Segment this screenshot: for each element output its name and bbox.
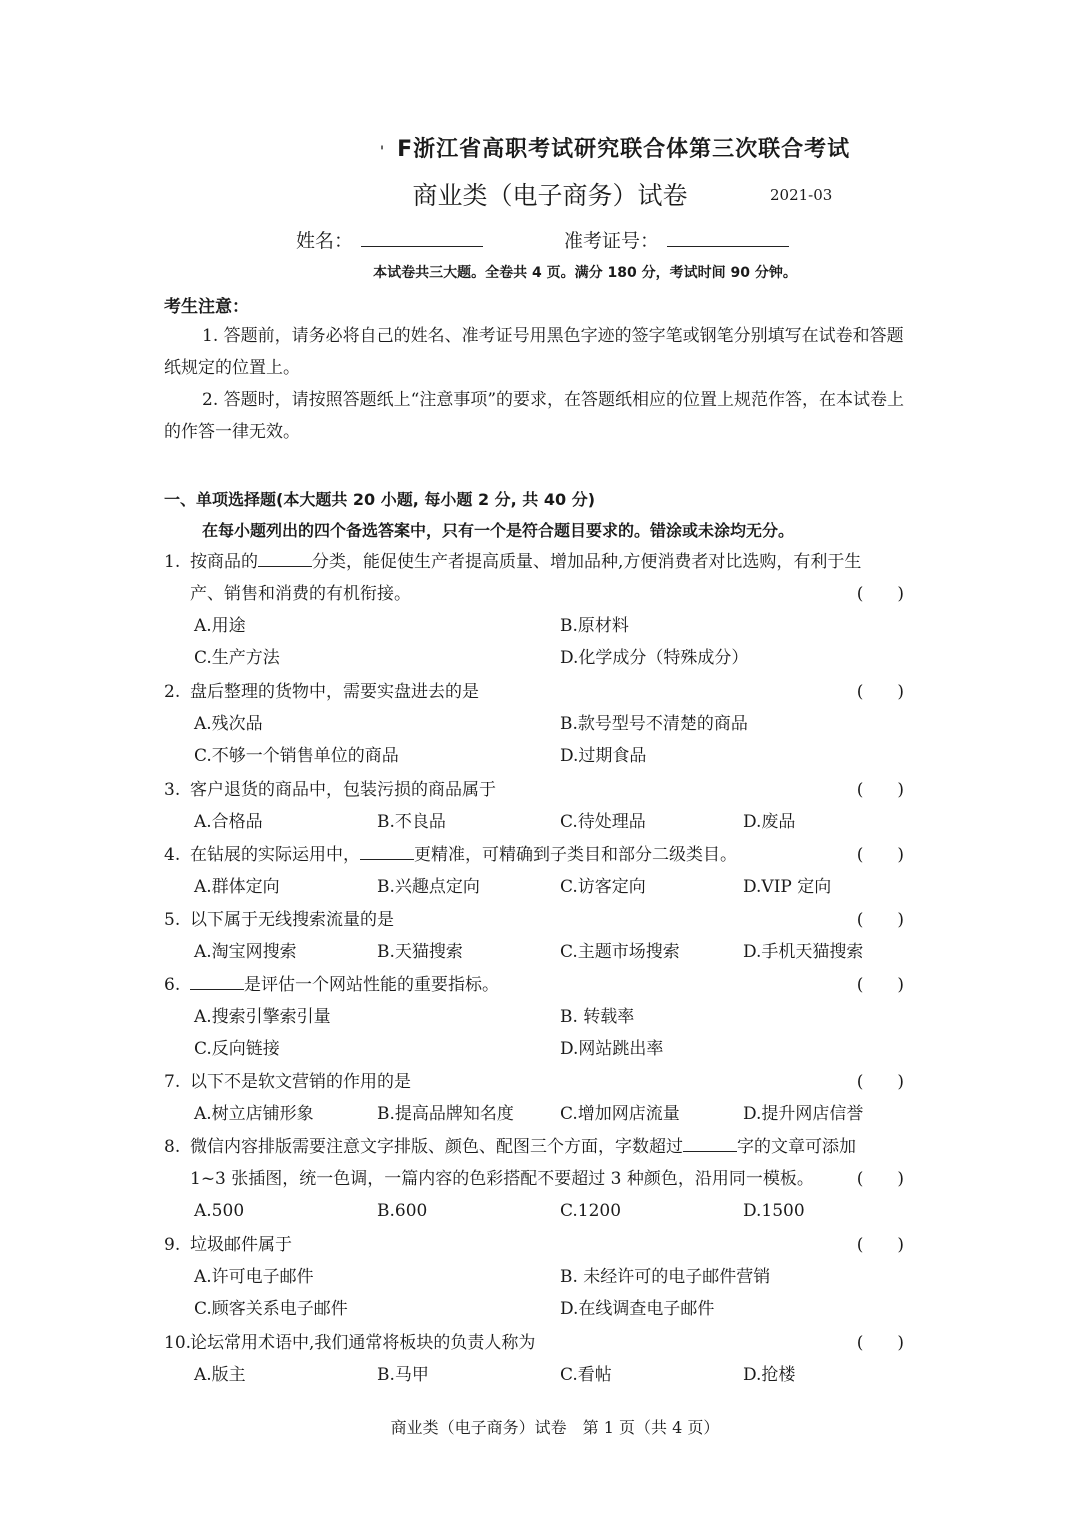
question-8 [164,1131,904,1227]
option-a: A.搜索引擎索引量 [194,1007,331,1027]
section-note: 在每小题列出的四个备选答案中，只有一个是符合题目要求的。错涂或未涂均无分。 [202,521,795,540]
exam-subtitle-text: 商业类（电子商务）试卷 [412,181,688,210]
option-d: D.废品 [743,812,796,832]
answer-blank [360,845,414,860]
option-c: C.反向链接 [194,1039,280,1059]
question-number: 2. [164,682,181,702]
question-text: 产、销售和消费的有机衔接。 [190,584,411,604]
question-6 [164,969,904,1065]
name-field[interactable] [361,230,483,247]
option-d: D.化学成分（特殊成分） [560,648,749,668]
answer-paren: ( ) [856,975,904,995]
option-d: D.网站跳出率 [560,1039,664,1059]
option-a: A.用途 [194,616,246,636]
option-c: C.主题市场搜索 [560,942,680,962]
section-title: 一、单项选择题(本大题共 20 小题, 每小题 2 分, 共 40 分) [164,490,596,509]
answer-paren: ( ) [856,1333,904,1353]
exam-summary: 本试卷共三大题。全卷共 4 页。满分 180 分，考试时间 90 分钟。 [373,265,797,281]
option-d: D.VIP 定向 [743,877,832,897]
option-b: B.马甲 [377,1365,429,1385]
question-number: 1. [164,552,181,572]
question-number: 6. [164,975,181,995]
option-d: D.手机天猫搜索 [743,942,864,962]
question-10 [164,1327,904,1391]
option-c: C.增加网店流量 [560,1104,680,1124]
answer-paren: ( ) [856,845,904,865]
answer-paren: ( ) [856,780,904,800]
option-c: C.待处理品 [560,812,646,832]
question-text: 字的文章可添加 [737,1137,856,1157]
question-text: 按商品的 [190,552,258,572]
exam-subtitle [0,176,1080,212]
option-b: B. 未经许可的电子邮件营销 [560,1267,771,1287]
question-text: 更精准，可精确到子类目和部分二级类目。 [414,845,737,865]
option-b: B.不良品 [377,812,446,832]
question-text: 分类，能促使生产者提高质量、增加品种,方便消费者对比选购，有利于生 [312,552,862,572]
candidate-info [296,226,660,253]
option-b: B.提高品牌知名度 [377,1104,514,1124]
option-a: A.残次品 [194,714,263,734]
question-1 [164,546,904,674]
page-footer: 商业类（电子商务）试卷 第 1 页（共 4 页） [390,1418,720,1437]
option-d: D.1500 [743,1201,805,1221]
option-d: D.在线调查电子邮件 [560,1299,715,1319]
answer-blank [190,975,244,990]
question-text: 以下不是软文营销的作用的是 [190,1072,411,1092]
option-a: A.合格品 [194,812,263,832]
question-text: 是评估一个网站性能的重要指标。 [244,975,499,995]
option-b: B.原材料 [560,616,629,636]
option-c: C.1200 [560,1201,622,1221]
question-3 [164,774,904,838]
question-4 [164,839,904,903]
answer-paren: ( ) [856,1169,904,1189]
exam-title [0,132,1080,163]
question-9 [164,1229,904,1325]
option-d: D.抢楼 [743,1365,796,1385]
answer-blank [683,1137,737,1152]
option-b: B.兴趣点定向 [377,877,480,897]
option-b: B. 转载率 [560,1007,635,1027]
question-text: 在钻展的实际运用中， [190,845,360,865]
question-number: 3. [164,780,181,800]
notice-item-1: 1. 答题前，请务必将自己的姓名、准考证号用黑色字迹的签字笔或钢笔分别填写在试卷和答题纸规定的位置上。 [164,326,904,378]
question-7 [164,1066,904,1130]
option-a: A.群体定向 [194,877,280,897]
option-c: C.看帖 [560,1365,612,1385]
question-number: 5. [164,910,181,930]
question-text: 微信内容排版需要注意文字排版、颜色、配图三个方面，字数超过 [190,1137,683,1157]
option-c: C.不够一个销售单位的商品 [194,746,399,766]
option-d: D.过期食品 [560,746,647,766]
question-text: 论坛常用术语中,我们通常将板块的负责人称为 [190,1333,536,1353]
answer-paren: ( ) [856,1072,904,1092]
question-number: 8. [164,1137,181,1157]
exam-no-field[interactable] [667,230,789,247]
question-number: 4. [164,845,181,865]
question-text: 垃圾邮件属于 [190,1235,292,1255]
option-b: B.天猫搜索 [377,942,463,962]
option-a: A.许可电子邮件 [194,1267,314,1287]
option-a: A.500 [194,1201,245,1221]
option-c: C.顾客关系电子邮件 [194,1299,348,1319]
question-text: 客户退货的商品中，包装污损的商品属于 [190,780,496,800]
option-b: B.600 [377,1201,428,1221]
question-2 [164,676,904,772]
answer-paren: ( ) [856,584,904,604]
question-text: 1~3 张插图，统一色调，一篇内容的色彩搭配不要超过 3 种颜色，沿用同一模板。 [190,1169,814,1189]
corner-mark: ' [379,144,386,160]
exam-date: 2021-03 [770,186,833,204]
option-c: C.生产方法 [194,648,280,668]
exam-title-text: F浙江省高职考试研究联合体第三次联合考试 [397,137,851,162]
option-b: B.款号型号不清楚的商品 [560,714,748,734]
question-number: 10. [164,1333,192,1353]
name-label: 姓名： [296,230,354,252]
option-a: A.淘宝网搜索 [194,942,297,962]
question-text: 盘后整理的货物中，需要实盘进去的是 [190,682,479,702]
option-a: A.版主 [194,1365,246,1385]
option-d: D.提升网店信誉 [743,1104,864,1124]
exam-no-label: 准考证号： [564,230,660,252]
answer-paren: ( ) [856,1235,904,1255]
notice-item-2: 2. 答题时，请按照答题纸上“注意事项”的要求，在答题纸相应的位置上规范作答，在本试卷上的作答一律无效。 [164,390,905,442]
answer-paren: ( ) [856,910,904,930]
notice-title: 考生注意： [164,297,249,317]
question-5 [164,904,904,968]
option-a: A.树立店铺形象 [194,1104,314,1124]
answer-paren: ( ) [856,682,904,702]
question-text: 以下属于无线搜索流量的是 [190,910,394,930]
answer-blank [258,552,312,567]
question-number: 7. [164,1072,181,1092]
question-number: 9. [164,1235,181,1255]
option-c: C.访客定向 [560,877,646,897]
